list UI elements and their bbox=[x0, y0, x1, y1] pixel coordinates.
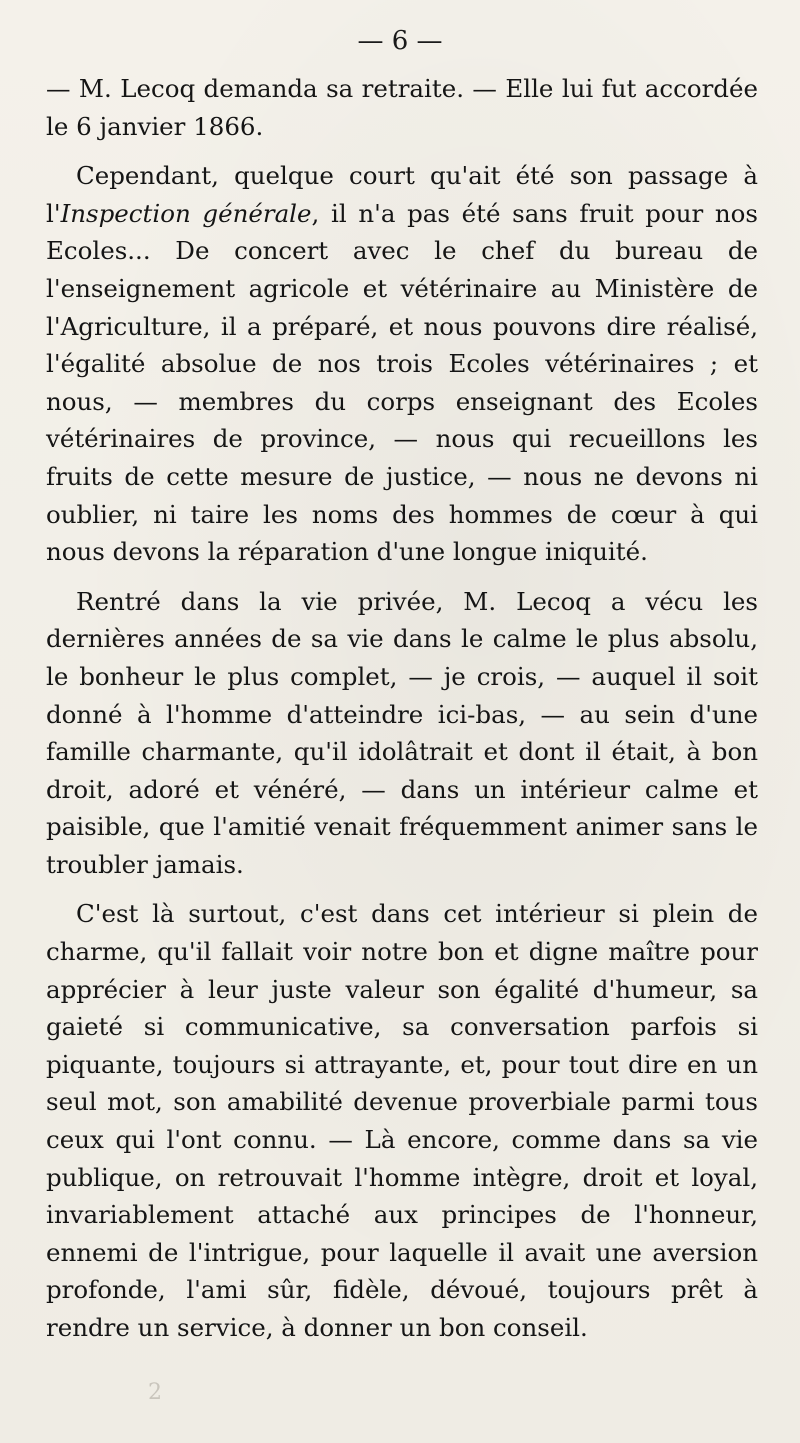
paragraph-1-text: — M. Lecoq demanda sa retraite. — Elle lui fut accordée le 6 janvier 1866. bbox=[46, 74, 758, 141]
body-text bbox=[46, 70, 758, 1359]
paragraph-2 bbox=[46, 157, 758, 571]
paragraph-4 bbox=[46, 895, 758, 1346]
paragraph-2-italic: Inspection générale bbox=[60, 198, 312, 228]
bottom-mark: 2 bbox=[148, 1380, 162, 1405]
paragraph-3 bbox=[46, 583, 758, 884]
paragraph-1 bbox=[46, 70, 758, 145]
page-number: — 6 — bbox=[357, 26, 443, 56]
paragraph-4-text: C'est là surtout, c'est dans cet intérieur si plein de charme, qu'il fallait voir notre bon et digne maître pour apprécier à leur juste valeur son égalité d'humeur, sa gaieté si communicative, sa conversation parfois si piquante, toujours si attrayante, et, pour tout dire en un seul mot, son amabilité devenue proverbiale parmi tous ceux qui l'ont connu. — Là encore, comme dans sa vie publique, on retrouvait l'homme intègre, droit et loyal, invariablement attaché aux principes de l'honneur, ennemi de l'intrigue, pour laquelle il avait une aversion profonde, l'ami sûr, fidèle, dévoué, toujours prêt à rendre un service, à donner un bon conseil. bbox=[46, 899, 758, 1342]
paragraph-3-text: Rentré dans la vie privée, M. Lecoq a vécu les dernières années de sa vie dans le calme le plus absolu, le bonheur le plus complet, — je crois, — auquel il soit donné à l'homme d'atteindre ici-bas, — au sein d'une famille charmante, qu'il idolâtrait et dont il était, à bon droit, adoré et vénéré, — dans un intérieur calme et paisible, que l'amitié venait fréquemment animer sans le troubler jamais. bbox=[46, 586, 758, 879]
paragraph-2-text-b: , il n'a pas été sans fruit pour nos Ecoles... De concert avec le chef du bureau de l'enseignement agricole et vétérinaire au Ministère de l'Agriculture, il a préparé, et nous pouvons dire réalisé, l'égalité absolue de nos trois Ecoles vétérinaires ; et nous, — membres du corps enseignant des Ecoles vétérinaires de province, — nous qui recueillons les fruits de cette mesure de justice, — nous ne devons ni oublier, ni taire les noms des hommes de cœur à qui nous devons la réparation d'une longue iniquité. bbox=[46, 198, 759, 567]
paragraph-2-text-a: Cependant, quelque court qu'ait été son passage à l' bbox=[46, 161, 758, 228]
